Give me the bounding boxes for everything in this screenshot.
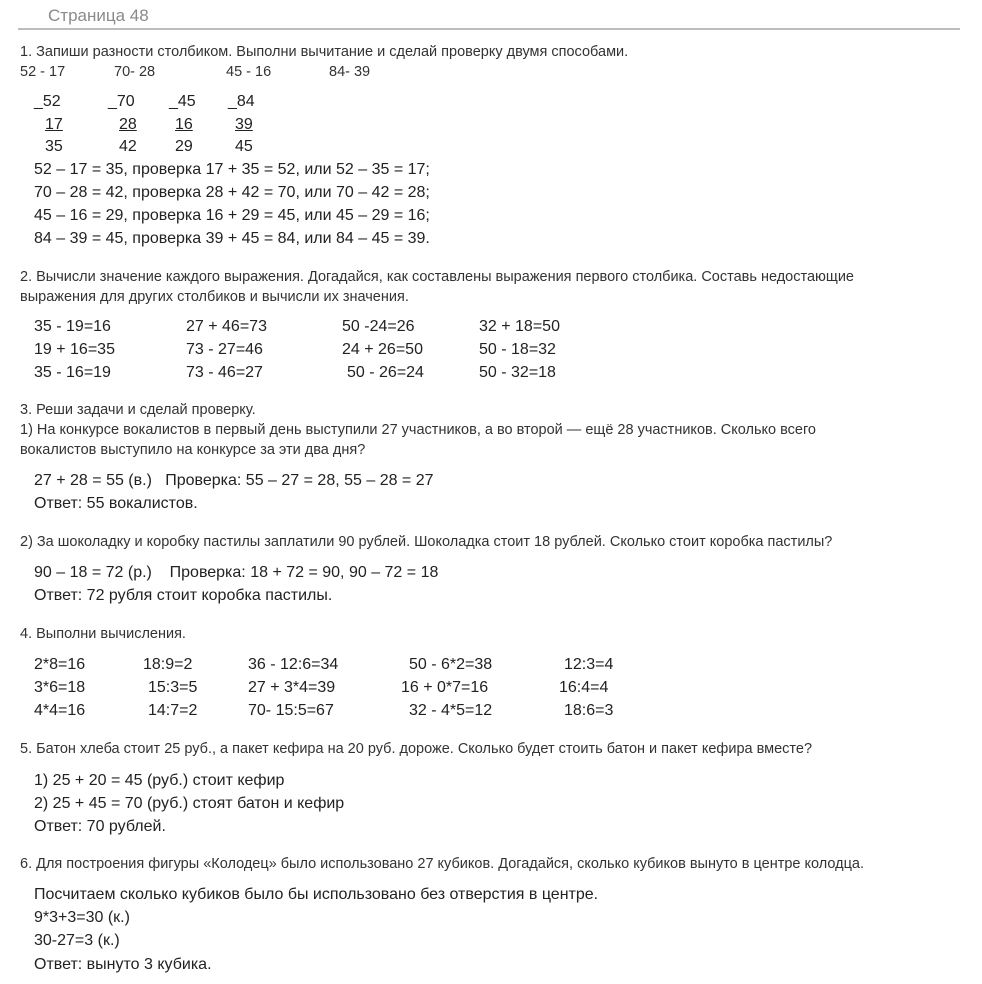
task1-check: 84 – 39 = 45, проверка 39 + 45 = 84, или 84 – 45 = 39. <box>34 230 430 247</box>
expression: 50 - 18=32 <box>479 341 556 358</box>
column-subtrahend: 17 <box>45 116 63 133</box>
calculation: 16:4=4 <box>559 679 609 696</box>
column-subtrahend: 28 <box>119 116 137 133</box>
calculation: 3*6=18 <box>34 679 86 696</box>
page-header <box>18 2 960 30</box>
expression: 35 - 19=16 <box>34 318 111 335</box>
task6-instruction: 6. Для построения фигуры «Колодец» было использовано 27 кубиков. Догадайся, сколько кубиков вынуто в центре колодца. <box>20 856 864 872</box>
calculation: 32 - 4*5=12 <box>409 702 493 719</box>
problem-text: 2) За шоколадку и коробку пастилы заплатили 90 рублей. Шоколадка стоит 18 рублей. Сколько стоит коробка пастилы? <box>20 534 833 550</box>
solution-step: 1) 25 + 20 = 45 (руб.) стоит кефир <box>34 772 285 789</box>
expression: 73 - 27=46 <box>186 341 263 358</box>
task4-instruction: 4. Выполни вычисления. <box>20 626 186 642</box>
calculation: 12:3=4 <box>564 656 614 673</box>
expression: 19 + 16=35 <box>34 341 115 358</box>
task2-instruction: 2. Вычисли значение каждого выражения. Догадайся, как составлены выражения первого столбика. Составь недостающие <box>20 269 854 285</box>
column-minuend: _84 <box>228 93 255 110</box>
solution-step: Посчитаем сколько кубиков было бы использовано без отверстия в центре. <box>34 886 599 903</box>
solution: 90 – 18 = 72 (р.) Проверка: 18 + 72 = 90, 90 – 72 = 18 <box>34 564 439 581</box>
expression: 24 + 26=50 <box>342 341 423 358</box>
column-minuend: _52 <box>34 93 61 110</box>
column-subtrahend: 39 <box>235 116 253 133</box>
calculation: 70- 15:5=67 <box>248 702 334 719</box>
calculation: 18:6=3 <box>564 702 614 719</box>
task2-instruction-cont: выражения для других столбиков и вычисли их значения. <box>20 289 409 305</box>
task5-instruction: 5. Батон хлеба стоит 25 руб., а пакет кефира на 20 руб. дороже. Сколько будет стоить батон и пакет кефира вместе? <box>20 741 813 757</box>
expression: 27 + 46=73 <box>186 318 267 335</box>
solution-step: 9*3+3=30 (к.) <box>34 909 130 926</box>
calculation: 18:9=2 <box>143 656 193 673</box>
calculation: 4*4=16 <box>34 702 86 719</box>
calculation: 50 - 6*2=38 <box>409 656 493 673</box>
calculation: 27 + 3*4=39 <box>248 679 336 696</box>
solution-step: 2) 25 + 45 = 70 (руб.) стоят батон и кефир <box>34 795 345 812</box>
column-minuend: _70 <box>108 93 135 110</box>
task1-exercise: 52 - 17 <box>20 64 66 80</box>
expression: 32 + 18=50 <box>479 318 560 335</box>
solution-step: 30-27=3 (к.) <box>34 932 120 949</box>
solution: 27 + 28 = 55 (в.) Проверка: 55 – 27 = 28, 55 – 28 = 27 <box>34 472 434 489</box>
column-result: 35 <box>45 138 63 155</box>
task1-instruction: 1. Запиши разности столбиком. Выполни вычитание и сделай проверку двумя способами. <box>20 44 629 60</box>
expression: 50 - 32=18 <box>479 364 556 381</box>
page-title: Страница 48 <box>48 6 149 25</box>
column-minuend: _45 <box>169 93 196 110</box>
problem-text: 1) На конкурсе вокалистов в первый день выступили 27 участников, а во второй — ещё 28 участников. Сколько всего <box>20 422 816 438</box>
expression: 73 - 46=27 <box>186 364 263 381</box>
column-result: 45 <box>235 138 253 155</box>
task1-check: 52 – 17 = 35, проверка 17 + 35 = 52, или 52 – 35 = 17; <box>34 161 430 178</box>
answer: Ответ: вынуто 3 кубика. <box>34 956 212 973</box>
calculation: 2*8=16 <box>34 656 86 673</box>
task3-instruction: 3. Реши задачи и сделай проверку. <box>20 402 256 418</box>
answer: Ответ: 70 рублей. <box>34 818 166 835</box>
task1-check: 45 – 16 = 29, проверка 16 + 29 = 45, или 45 – 29 = 16; <box>34 207 430 224</box>
calculation: 15:3=5 <box>148 679 198 696</box>
problem-text-cont: вокалистов выступило на конкурсе за эти два дня? <box>20 442 366 458</box>
expression: 50 -24=26 <box>342 318 415 335</box>
answer: Ответ: 72 рубля стоит коробка пастилы. <box>34 587 333 604</box>
expression: 50 - 26=24 <box>347 364 424 381</box>
task1-exercise: 84- 39 <box>329 64 371 80</box>
column-subtrahend: 16 <box>175 116 193 133</box>
calculation: 14:7=2 <box>148 702 198 719</box>
task1-exercise: 70- 28 <box>114 64 156 80</box>
calculation: 16 + 0*7=16 <box>401 679 489 696</box>
calculation: 36 - 12:6=34 <box>248 656 339 673</box>
task1-check: 70 – 28 = 42, проверка 28 + 42 = 70, или 70 – 42 = 28; <box>34 184 430 201</box>
column-result: 42 <box>119 138 137 155</box>
column-result: 29 <box>175 138 193 155</box>
answer: Ответ: 55 вокалистов. <box>34 495 198 512</box>
task1-exercise: 45 - 16 <box>226 64 272 80</box>
expression: 35 - 16=19 <box>34 364 111 381</box>
